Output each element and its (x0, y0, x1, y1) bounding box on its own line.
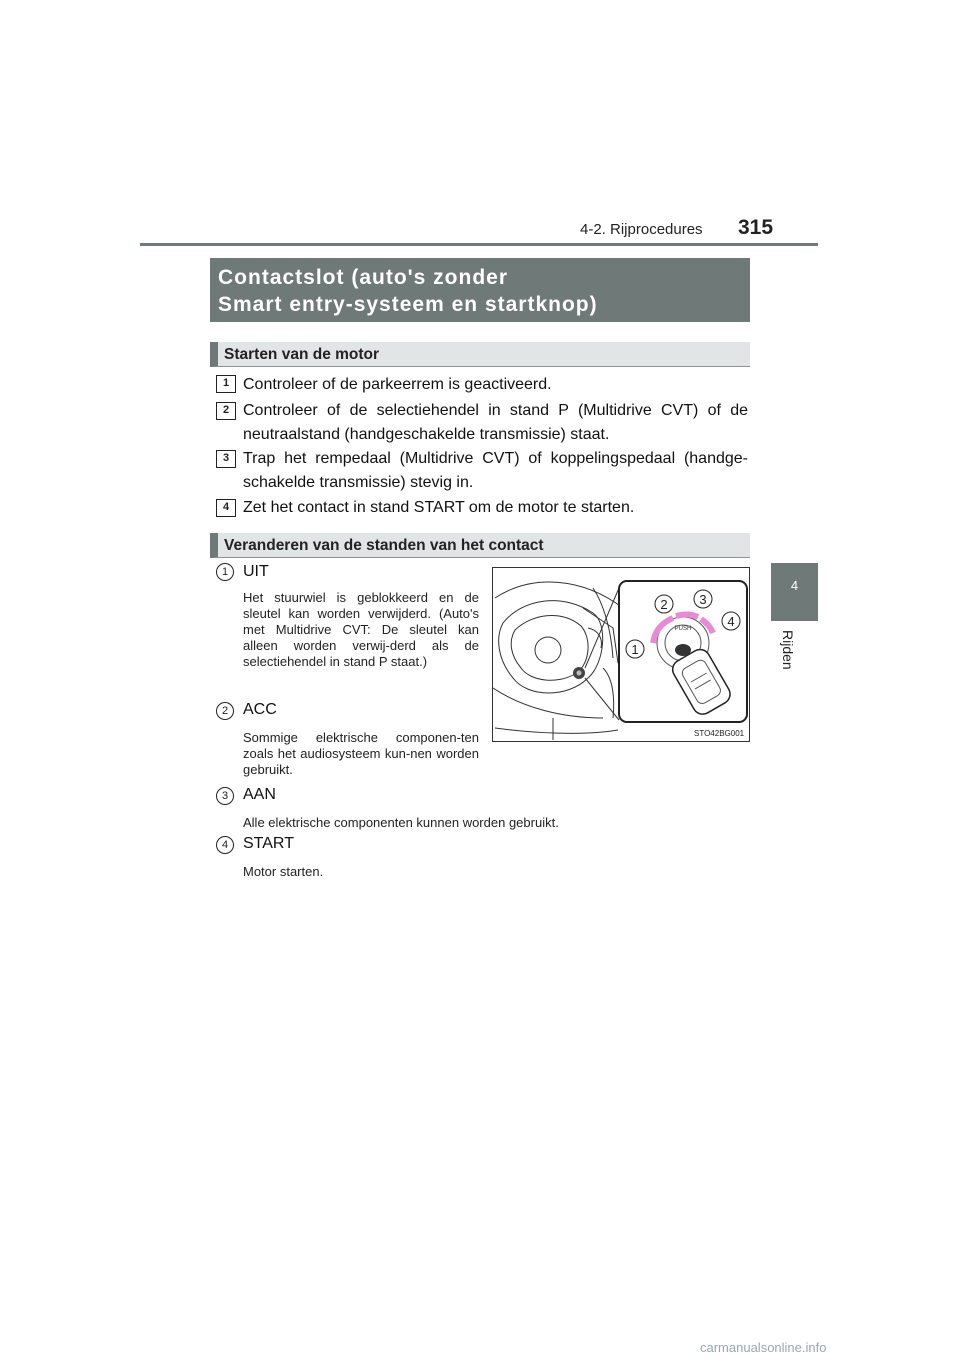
position-description: Het stuurwiel is geblokkeerd en de sleutel kan worden verwijderd. (Auto's met Multidrive CVT: De sleutel kan alleen worden verwij-derd als de selectiehendel in stand P staat.) (243, 590, 479, 669)
figure-callout: 1 (631, 642, 639, 657)
figure-code: STO42BG001 (694, 729, 745, 738)
figure-callout: 4 (727, 614, 735, 629)
position-title: UIT (243, 563, 269, 580)
step-number: 2 (216, 402, 236, 420)
chapter-tab-number: 4 (790, 578, 799, 593)
chapter-tab-label: Rijden (780, 630, 796, 670)
position-title: AAN (243, 786, 276, 803)
header-rule (140, 243, 818, 246)
position-description: Alle elektrische componenten kunnen worden gebruikt. (243, 815, 559, 830)
subheading-ignition-positions: Veranderen van de standen van het contact (210, 533, 750, 558)
ignition-illustration (492, 567, 750, 742)
position-description: Sommige elektrische componen-ten zoals het audiosysteem kun-nen worden gebruikt. (243, 730, 479, 777)
step-number: 3 (216, 450, 236, 468)
position-number: 4 (216, 836, 234, 854)
position-title: START (243, 835, 294, 852)
position-number: 2 (216, 702, 234, 720)
step-number: 1 (216, 375, 236, 393)
position-number: 1 (216, 563, 234, 581)
step-text: Trap het rempedaal (Multidrive CVT) of koppelingspedaal (handge-schakelde transmissie) stevig in. (243, 450, 748, 491)
section-label: 4-2. Rijprocedures (580, 221, 703, 238)
page-title-line1: Contactslot (auto's zonder (218, 266, 508, 289)
step-text: Controleer of de selectiehendel in stand P (Multidrive CVT) of de neutraalstand (handgeschakelde transmissie) staat. (243, 402, 748, 443)
step-text: Controleer of de parkeerrem is geactiveerd. (243, 376, 552, 393)
subheading-start-engine: Starten van de motor (210, 342, 750, 367)
dashboard-and-key-drawing (493, 568, 749, 741)
arrow-acc-to-on (676, 615, 698, 617)
watermark: carmanualsonline.info (700, 1340, 827, 1355)
step-text: Zet het contact in stand START om de motor te starten. (243, 499, 635, 516)
step-number: 4 (216, 499, 236, 517)
position-description: Motor starten. (243, 864, 324, 879)
position-number: 3 (216, 787, 234, 805)
figure-callout: 3 (699, 592, 707, 607)
page-title (210, 258, 750, 322)
figure-callout: 2 (660, 597, 668, 612)
page-title-line2: Smart entry-systeem en startknop) (218, 293, 598, 316)
push-label: PUSH (674, 626, 692, 632)
steering-wheel-outline (499, 601, 603, 693)
position-title: ACC (243, 701, 277, 718)
page-number: 315 (738, 216, 774, 239)
